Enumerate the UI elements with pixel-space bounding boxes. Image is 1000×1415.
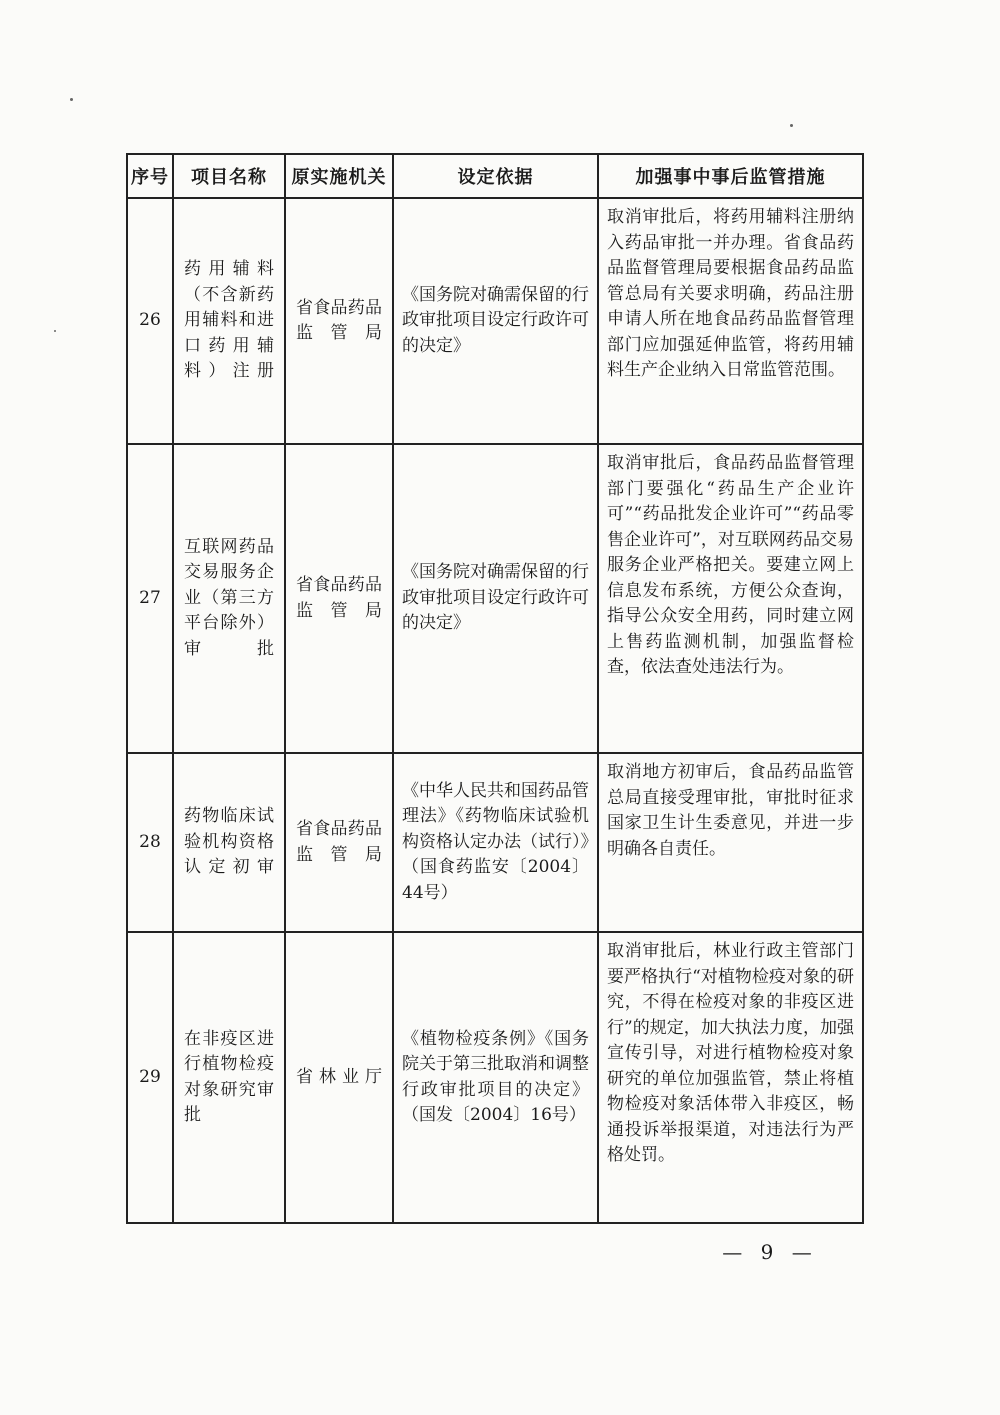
row-name: 在非疫区进行植物检疫对象研究审批 [173, 932, 285, 1223]
row-basis: 《植物检疫条例》《国务院关于第三批取消和调整行政审批项目的决定》（国发〔2004〕16号） [393, 932, 598, 1223]
table-header-row [127, 154, 863, 198]
header-org: 原实施机关 [285, 154, 393, 198]
table-row [127, 444, 863, 753]
table-row [127, 198, 863, 444]
row-measures: 取消审批后，食品药品监督管理部门要强化“药品生产企业许可”“药品批发企业许可”“药品零售企业许可”，对互联网药品交易服务企业严格把关。要建立网上信息发布系统，方便公众查询，指导公众安全用药，同时建立网上售药监测机制，加强监督检查，依法查处违法行为。 [598, 444, 863, 753]
row-org: 省林业厅 [285, 932, 393, 1223]
header-basis: 设定依据 [393, 154, 598, 198]
row-seq: 26 [127, 198, 173, 444]
header-measures: 加强事中事后监管措施 [598, 154, 863, 198]
table-row [127, 753, 863, 932]
row-basis: 《国务院对确需保留的行政审批项目设定行政许可的决定》 [393, 444, 598, 753]
row-name: 互联网药品交易服务企业（第三方平台除外）审批 [173, 444, 285, 753]
row-seq: 29 [127, 932, 173, 1223]
page-number: — 9 — [722, 1240, 818, 1264]
row-org: 省食品药品监管局 [285, 198, 393, 444]
scan-speck [54, 330, 56, 332]
row-basis: 《国务院对确需保留的行政审批项目设定行政许可的决定》 [393, 198, 598, 444]
header-name: 项目名称 [173, 154, 285, 198]
row-seq: 28 [127, 753, 173, 932]
row-name: 药物临床试验机构资格认定初审 [173, 753, 285, 932]
row-measures: 取消审批后，林业行政主管部门要严格执行“对植物检疫对象的研究，不得在检疫对象的非疫区进行”的规定，加大执法力度，加强宣传引导，对进行植物检疫对象研究的单位加强监管，禁止将植物检疫对象活体带入非疫区，畅通投诉举报渠道，对违法行为严格处罚。 [598, 932, 863, 1223]
row-name: 药用辅料（不含新药用辅料和进口药用辅料）注册 [173, 198, 285, 444]
row-measures: 取消审批后，将药用辅料注册纳入药品审批一并办理。省食品药品监督管理局要根据食品药品监管总局有关要求明确，药品注册申请人所在地食品药品监督管理部门应加强延伸监管，将药用辅料生产企业纳入日常监管范围。 [598, 198, 863, 444]
row-seq: 27 [127, 444, 173, 753]
row-org: 省食品药品监管局 [285, 444, 393, 753]
row-basis: 《中华人民共和国药品管理法》《药物临床试验机构资格认定办法（试行）》（国食药监安〔2004〕44号） [393, 753, 598, 932]
approval-items-table [126, 153, 864, 1224]
table-row [127, 932, 863, 1223]
scan-speck [790, 124, 793, 127]
scan-speck [70, 98, 73, 101]
row-measures: 取消地方初审后，食品药品监管总局直接受理审批，审批时征求国家卫生计生委意见，并进一步明确各自责任。 [598, 753, 863, 932]
header-seq: 序号 [127, 154, 173, 198]
row-org: 省食品药品监管局 [285, 753, 393, 932]
